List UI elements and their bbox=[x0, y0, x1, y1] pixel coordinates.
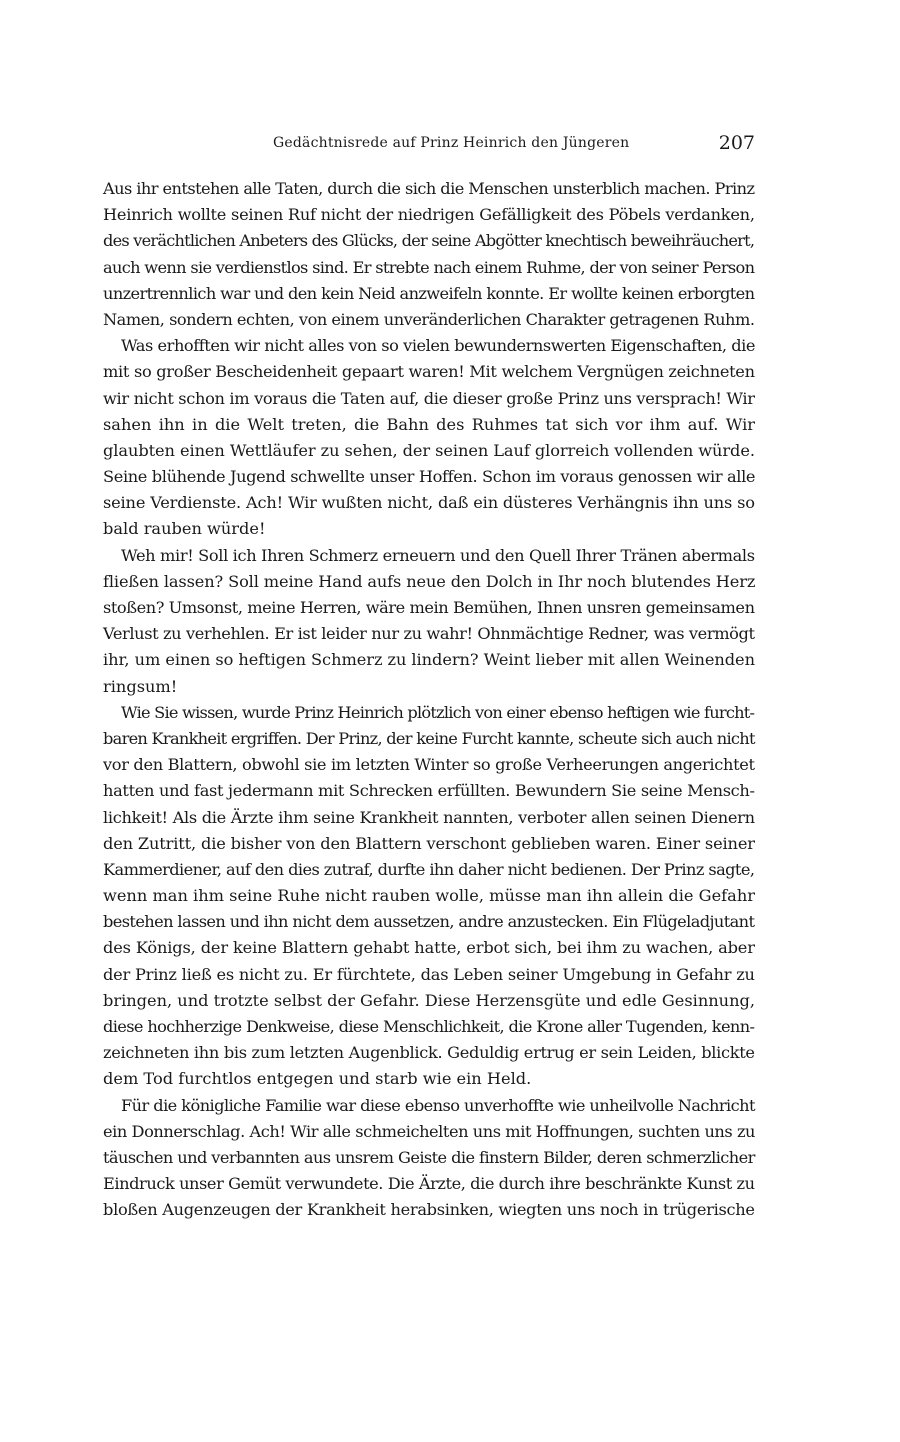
text-line: wenn man ihm seine Ruhe nicht rauben wolle, müsse man ihn allein die Gefahr bbox=[103, 886, 755, 906]
text-line: fließen lassen? Soll meine Hand aufs neue den Dolch in Ihr noch blutendes Herz bbox=[103, 571, 756, 591]
text-line: seine Verdienste. Ach! Wir wußten nicht, daß ein düsteres Verhängnis ihn uns so bbox=[103, 493, 755, 513]
running-title: Gedächtnisrede auf Prinz Heinrich den Jüngeren bbox=[273, 135, 630, 151]
text-line: unzertrennlich war und den kein Neid anzweifeln konnte. Er wollte keinen erborgten bbox=[103, 283, 755, 303]
page-number: 207 bbox=[718, 132, 755, 154]
text-line: vor den Blattern, obwohl sie im letzten Winter so große Verheerungen angerichtet bbox=[103, 755, 755, 775]
text-line: zeichneten ihn bis zum letzten Augenblick. Geduldig ertrug er sein Leiden, blickte bbox=[103, 1043, 755, 1063]
text-line: sahen ihn in die Welt treten, die Bahn des Ruhmes tat sich vor ihm auf. Wir bbox=[103, 414, 755, 434]
text-line: Kammerdiener, auf den dies zutraf, durfte ihn daher nicht bedienen. Der Prinz sagte, bbox=[103, 859, 755, 879]
text-line: bloßen Augenzeugen der Krankheit herabsinken, wiegten uns noch in trügerische bbox=[103, 1200, 755, 1220]
text-line: auch wenn sie verdienstlos sind. Er strebte nach einem Ruhme, der von seiner Person bbox=[103, 257, 755, 277]
text-line: Namen, sondern echten, von einem unveränderlichen Charakter getragenen Ruhm. bbox=[103, 309, 755, 329]
text-line: ihr, um einen so heftigen Schmerz zu lindern? Weint lieber mit allen Weinenden bbox=[103, 650, 755, 670]
text-line: hatten und fast jedermann mit Schrecken erfüllten. Bewundern Sie seine Mensch- bbox=[103, 781, 755, 801]
text-line: Verlust zu verhehlen. Er ist leider nur zu wahr! Ohnmächtige Redner, was vermögt bbox=[103, 624, 755, 644]
text-line: mit so großer Bescheidenheit gepaart waren! Mit welchem Vergnügen zeichneten bbox=[103, 362, 755, 382]
text-line: ein Donnerschlag. Ach! Wir alle schmeichelten uns mit Hoffnungen, suchten uns zu bbox=[103, 1121, 756, 1141]
text-line: wir nicht schon im voraus die Taten auf, die dieser große Prinz uns versprach! Wir bbox=[103, 388, 755, 408]
text-line: Was erhofften wir nicht alles von so vielen bewundernswerten Eigenschaften, die bbox=[121, 336, 756, 356]
text-line: der Prinz ließ es nicht zu. Er fürchtete, das Leben seiner Umgebung in Gefahr zu bbox=[103, 964, 755, 984]
text-line: Heinrich wollte seinen Ruf nicht der niedrigen Gefälligkeit des Pöbels verdanken, bbox=[103, 205, 755, 225]
text-line: des verächtlichen Anbeters des Glücks, der seine Abgötter knechtisch beweihräuchert, bbox=[103, 231, 755, 251]
text-line: des Königs, der keine Blattern gehabt hatte, erbot sich, bei ihm zu wachen, aber bbox=[103, 938, 755, 958]
text-line: Weh mir! Soll ich Ihren Schmerz erneuern und den Quell Ihrer Tränen abermals bbox=[121, 545, 755, 565]
text-line: Für die königliche Familie war diese ebenso unverhoffte wie unheilvolle Nachricht bbox=[121, 1095, 755, 1115]
text-line: bringen, und trotzte selbst der Gefahr. Diese Herzensgüte und edle Gesinnung, bbox=[103, 990, 755, 1010]
body-text bbox=[103, 176, 755, 1224]
running-head bbox=[103, 132, 759, 158]
text-line: den Zutritt, die bisher von den Blattern verschont geblieben waren. Einer seiner bbox=[103, 833, 755, 853]
text-line: stoßen? Umsonst, meine Herren, wäre mein Bemühen, Ihnen unsren gemeinsamen bbox=[103, 598, 755, 617]
text-line: Seine blühende Jugend schwellte unser Hoffen. Schon im voraus genossen wir alle bbox=[103, 467, 756, 487]
text-line: Eindruck unser Gemüt verwundete. Die Ärzte, die durch ihre beschränkte Kunst zu bbox=[103, 1174, 755, 1194]
text-line: glaubten einen Wettläufer zu sehen, der seinen Lauf glorreich vollenden würde. bbox=[103, 440, 755, 460]
text-line: lichkeit! Als die Ärzte ihm seine Krankheit nannten, verboter allen seinen Dienern bbox=[103, 807, 755, 827]
text-line: Aus ihr entstehen alle Taten, durch die sich die Menschen unsterblich machen. Prinz bbox=[103, 179, 755, 198]
text-line: täuschen und verbannten aus unsrem Geiste die finstern Bilder, deren schmerzlicher bbox=[103, 1147, 755, 1167]
text-line: Wie Sie wissen, wurde Prinz Heinrich plötzlich von einer ebenso heftigen wie furcht- bbox=[121, 702, 755, 722]
text-line: bestehen lassen und ihn nicht dem aussetzen, andre anzustecken. Ein Flügeladjutant bbox=[103, 912, 755, 932]
text-line: dem Tod furchtlos entgegen und starb wie ein Held. bbox=[103, 1069, 532, 1089]
text-line: baren Krankheit ergriffen. Der Prinz, der keine Furcht kannte, scheute sich auch nicht bbox=[103, 728, 755, 748]
text-line: diese hochherzige Denkweise, diese Menschlichkeit, die Krone aller Tugenden, kenn- bbox=[103, 1017, 755, 1036]
text-line: bald rauben würde! bbox=[103, 519, 266, 539]
text-line: ringsum! bbox=[103, 676, 178, 696]
